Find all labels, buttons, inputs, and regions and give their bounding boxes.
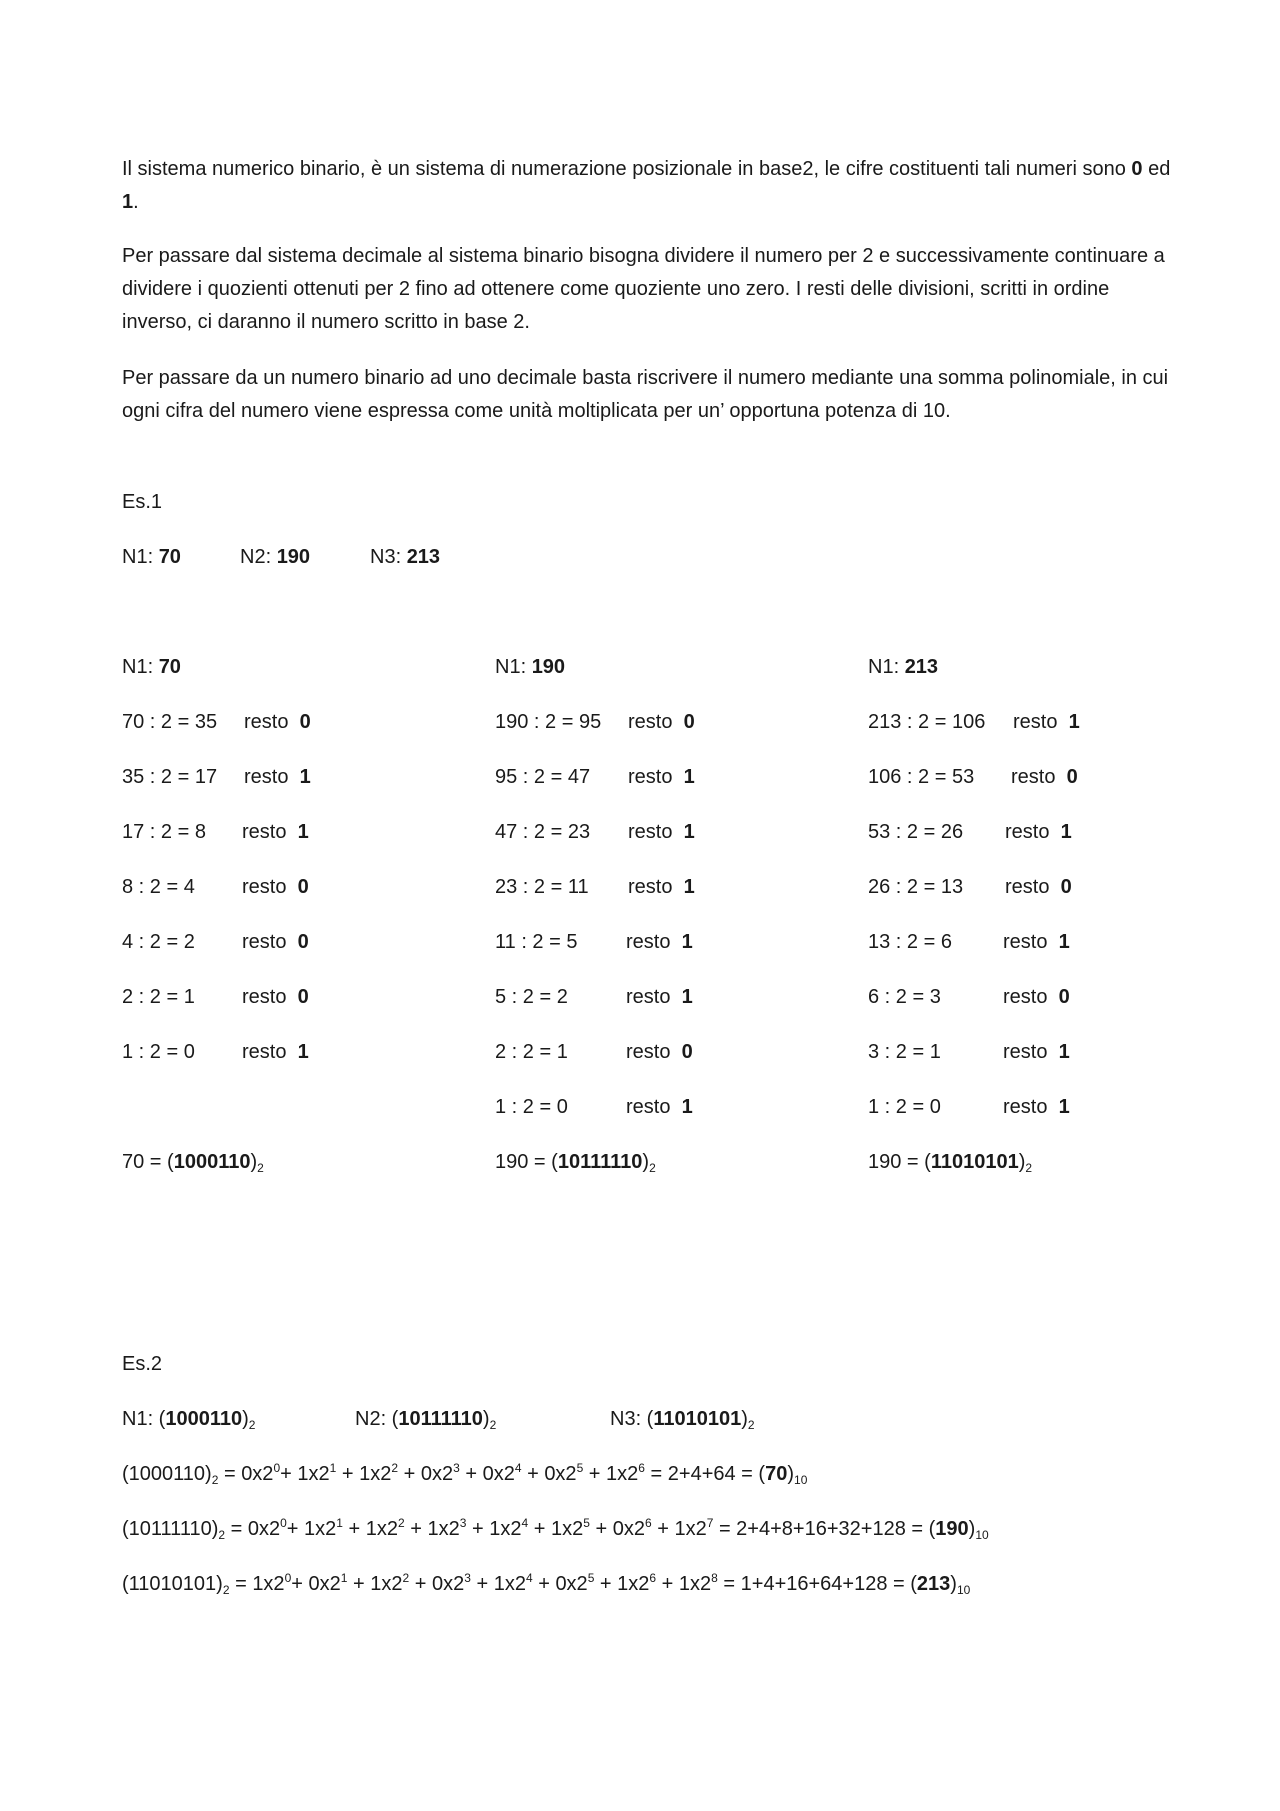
polynomial-equation-2: $(10111110)_2 = 0x2^0+ 1x2^1 + 1x2^2 + 1x2^3 + 1x2^4 + 1x2^5 + 0x2^6 + 1x2^7 = 2+4+8+16+32+128 = (190)_{10}$ <box>122 1516 989 1542</box>
es1-number-n2: N2: 190 <box>240 546 311 568</box>
intro-paragraph-1: Il sistema numerico binario, è un sistema di numerazione posizionale in base2, le cifre costituenti tali numeri sono 0 ed 1. <box>122 158 1171 213</box>
es2-title: Es.2 <box>122 1353 163 1375</box>
document-page: Il sistema numerico binario, è un sistema di numerazione posizionale in base2, le cifre costituenti tali numeri sono 0 ed 1. Per passare dal sistema decimale al sistema binario bisogna dividere il numero per 2 e successivamente continuare a dividere i quozienti ottenuti per 2 fino ad ottenere come quoziente uno zero. I resti delle divisioni, scritti in ordine inverso, ci daranno il numero scritto in base 2. Per passare da un numero binario ad uno decimale basta riscrivere il numero mediante una somma polinomiale, in cui ogni cifra del numero viene espressa come unità moltiplicata per un’ opportuna potenza di 10. Es.1 N1: 70 N2: 190 N3: 213 N1: 70 70 : 2 = 35 resto 0 35 : 2 = 17 resto 1 17 : 2 = 8 resto 1 8 : 2 = 4 resto 0 4 : 2 = 2 resto 0 2 : 2 = 1 resto 0 1 : 2 = 0 resto 1 $70 = (1000110)_2$ N1: 190 190 : 2 = 95 resto 0 95 : 2 = 47 resto 1 47 : 2 = 23 resto 1 23 : 2 = 11 resto 1 11 : 2 = 5 resto 1 5 : 2 = 2 resto 1 2 : 2 = 1 resto 0 1 : 2 = 0 resto 1 $190 = (10111110)_2$ N1: 213 213 : 2 = 106 resto 1 106 : 2 = 53 resto 0 53 : 2 = 26 resto 1 26 : 2 = 13 resto 0 13 : 2 = 6 resto 1 6 : 2 = 3 resto 0 3 : 2 = 1 resto 1 1 : 2 = 0 resto 1 $190 = (11010101)_2$ Es.2 N1: $(1000110)_2$ N2: $(10111110)_2$ N3: $(11010101)_2$ $(1000110)_2 = 0x2^0+ 1x2^1 + 1x2^2 + 0x2^3 + 0x2^4 + 0x2^5 + 1x2^6 = 2+4+64 = (70)_{10}$ $(10111110)_2 = 0x2^0+ 1x2^1 + 1x2^2 + 1x2^3 + 1x2^4 + 1x2^5 + 0x2^6 + 1x2^7 = 2+4+8+16+32+128 = (190)_{10}$ $(11010101)_2 = 1x2^0+ 0x2^1 + 1x2^2 + 0x2^3 + 1x2^4 + 0x2^5 + 1x2^6 + 1x2^8 = 1+4+16+64+128 = (213)_{10}$ <box>0 0 1280 1811</box>
column-header: N1: 190 <box>495 656 566 678</box>
es2-number-n3: N3: $(11010101)_2$ <box>610 1408 755 1432</box>
es2-number-n1: N1: $(1000110)_2$ <box>122 1408 256 1432</box>
bold-digit-one: 1 <box>122 191 134 213</box>
es2-number-n2: N2: $(10111110)_2$ <box>355 1408 497 1432</box>
polynomial-equation-1: $(1000110)_2 = 0x2^0+ 1x2^1 + 1x2^2 + 0x2^3 + 0x2^4 + 0x2^5 + 1x2^6 = 2+4+64 = (70)_{10}$ <box>122 1461 808 1487</box>
bold-digit-zero: 0 <box>1131 158 1143 180</box>
conversion-result: $190 = (11010101)_2$ <box>868 1151 1033 1175</box>
conversion-result: $70 = (1000110)_2$ <box>122 1151 264 1175</box>
column-header: N1: 70 <box>122 656 181 678</box>
es1-title: Es.1 <box>122 491 163 513</box>
es1-number-n1: N1: 70 <box>122 546 181 568</box>
es1-number-n3: N3: 213 <box>370 546 441 568</box>
intro-paragraph-2: Per passare dal sistema decimale al sistema binario bisogna dividere il numero per 2 e successivamente continuare a dividere i quozienti ottenuti per 2 fino ad ottenere come quoziente uno zero. I resti delle divisioni, scritti in ordine inverso, ci daranno il numero scritto in base 2. <box>122 245 1165 333</box>
polynomial-equation-3: $(11010101)_2 = 1x2^0+ 0x2^1 + 1x2^2 + 0x2^3 + 1x2^4 + 0x2^5 + 1x2^6 + 1x2^8 = 1+4+16+64+128 = (213)_{10}$ <box>122 1571 971 1597</box>
column-header: N1: 213 <box>868 656 939 678</box>
intro-paragraph-3: Per passare da un numero binario ad uno decimale basta riscrivere il numero mediante una somma polinomiale, in cui ogni cifra del numero viene espressa come unità moltiplicata per un’ opportuna potenza di 10. <box>122 367 1169 422</box>
conversion-result: $190 = (10111110)_2$ <box>495 1151 656 1175</box>
